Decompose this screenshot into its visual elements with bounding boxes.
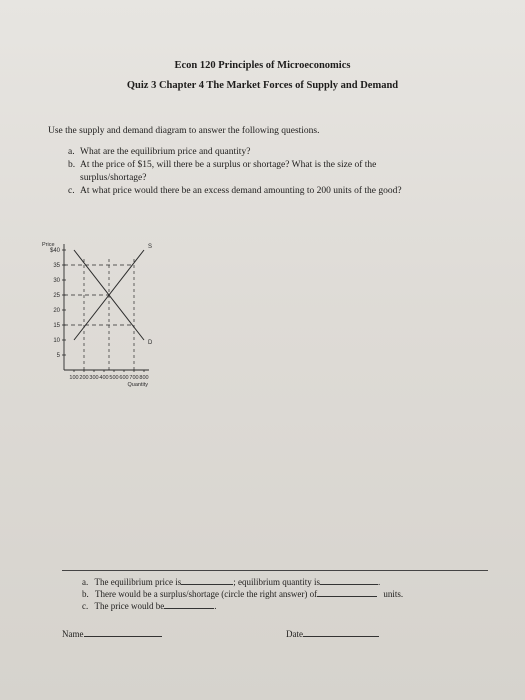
answer-b — [82, 588, 403, 599]
x-tick-label: 500 — [109, 375, 119, 381]
date-blank[interactable] — [303, 628, 379, 637]
question-label: c. — [68, 186, 75, 196]
price-blank-c[interactable] — [164, 600, 217, 611]
y-tick-label: 10 — [53, 338, 60, 344]
question-label: a. — [68, 147, 75, 157]
answer-label: c. — [82, 601, 89, 611]
supply-demand-chart — [40, 220, 230, 400]
quantity-blank[interactable] — [320, 576, 381, 587]
answer-text: The price would be — [94, 601, 165, 611]
answer-text: ; equilibrium quantity is — [233, 577, 320, 587]
y-tick-label: 5 — [56, 353, 60, 359]
y-tick-label: 25 — [53, 293, 60, 299]
x-tick-label: 600 — [119, 375, 129, 381]
x-tick-label: 800 — [139, 375, 149, 381]
x-tick-label: 700 — [129, 375, 139, 381]
price-blank[interactable] — [181, 576, 233, 585]
x-tick-label: 300 — [89, 375, 99, 381]
surplus-blank[interactable] — [317, 588, 377, 597]
answer-c — [82, 600, 216, 611]
instructions: Use the supply and demand diagram to answer the following questions. — [48, 126, 320, 136]
date-label: Date — [286, 629, 303, 639]
answer-text: The equilibrium price is — [94, 577, 182, 587]
x-tick-label: 200 — [79, 375, 89, 381]
question-label: b. — [68, 160, 76, 170]
answer-text: There would be a surplus/shortage (circle the right answer) of — [95, 589, 318, 599]
answer-label: b. — [82, 589, 89, 599]
x-tick-label: 100 — [69, 375, 79, 381]
units-label: units. — [383, 589, 404, 599]
question-text: surplus/shortage? — [80, 173, 147, 183]
question-text: At what price would there be an excess demand amounting to 200 units of the good? — [80, 186, 402, 196]
curve-label: S — [148, 244, 153, 250]
question-text: At the price of $15, will there be a surplus or shortage? What is the size of the — [80, 160, 377, 170]
x-axis-label: Quantity — [127, 382, 148, 388]
x-tick-label: 400 — [99, 375, 109, 381]
y-tick-label: $40 — [49, 248, 60, 254]
name-field — [62, 628, 162, 639]
y-tick-label: 30 — [53, 278, 60, 284]
y-axis-label: Price — [42, 242, 55, 248]
answer-label: a. — [82, 577, 89, 587]
name-blank[interactable] — [84, 628, 162, 637]
y-tick-label: 20 — [53, 308, 60, 314]
y-tick-label: 35 — [53, 263, 60, 269]
y-tick-label: 15 — [53, 323, 60, 329]
answer-text: . — [214, 601, 217, 611]
answer-text: . — [377, 577, 381, 587]
answer-a — [82, 576, 380, 587]
quiz-title: Quiz 3 Chapter 4 The Market Forces of Supply and Demand — [126, 80, 399, 91]
question-text: What are the equilibrium price and quantity? — [80, 147, 251, 157]
curve-label: D — [148, 340, 153, 346]
course-title: Econ 120 Principles of Microeconomics — [174, 60, 351, 71]
date-field — [286, 628, 379, 639]
name-label: Name — [62, 629, 84, 639]
answer-divider — [62, 570, 488, 571]
